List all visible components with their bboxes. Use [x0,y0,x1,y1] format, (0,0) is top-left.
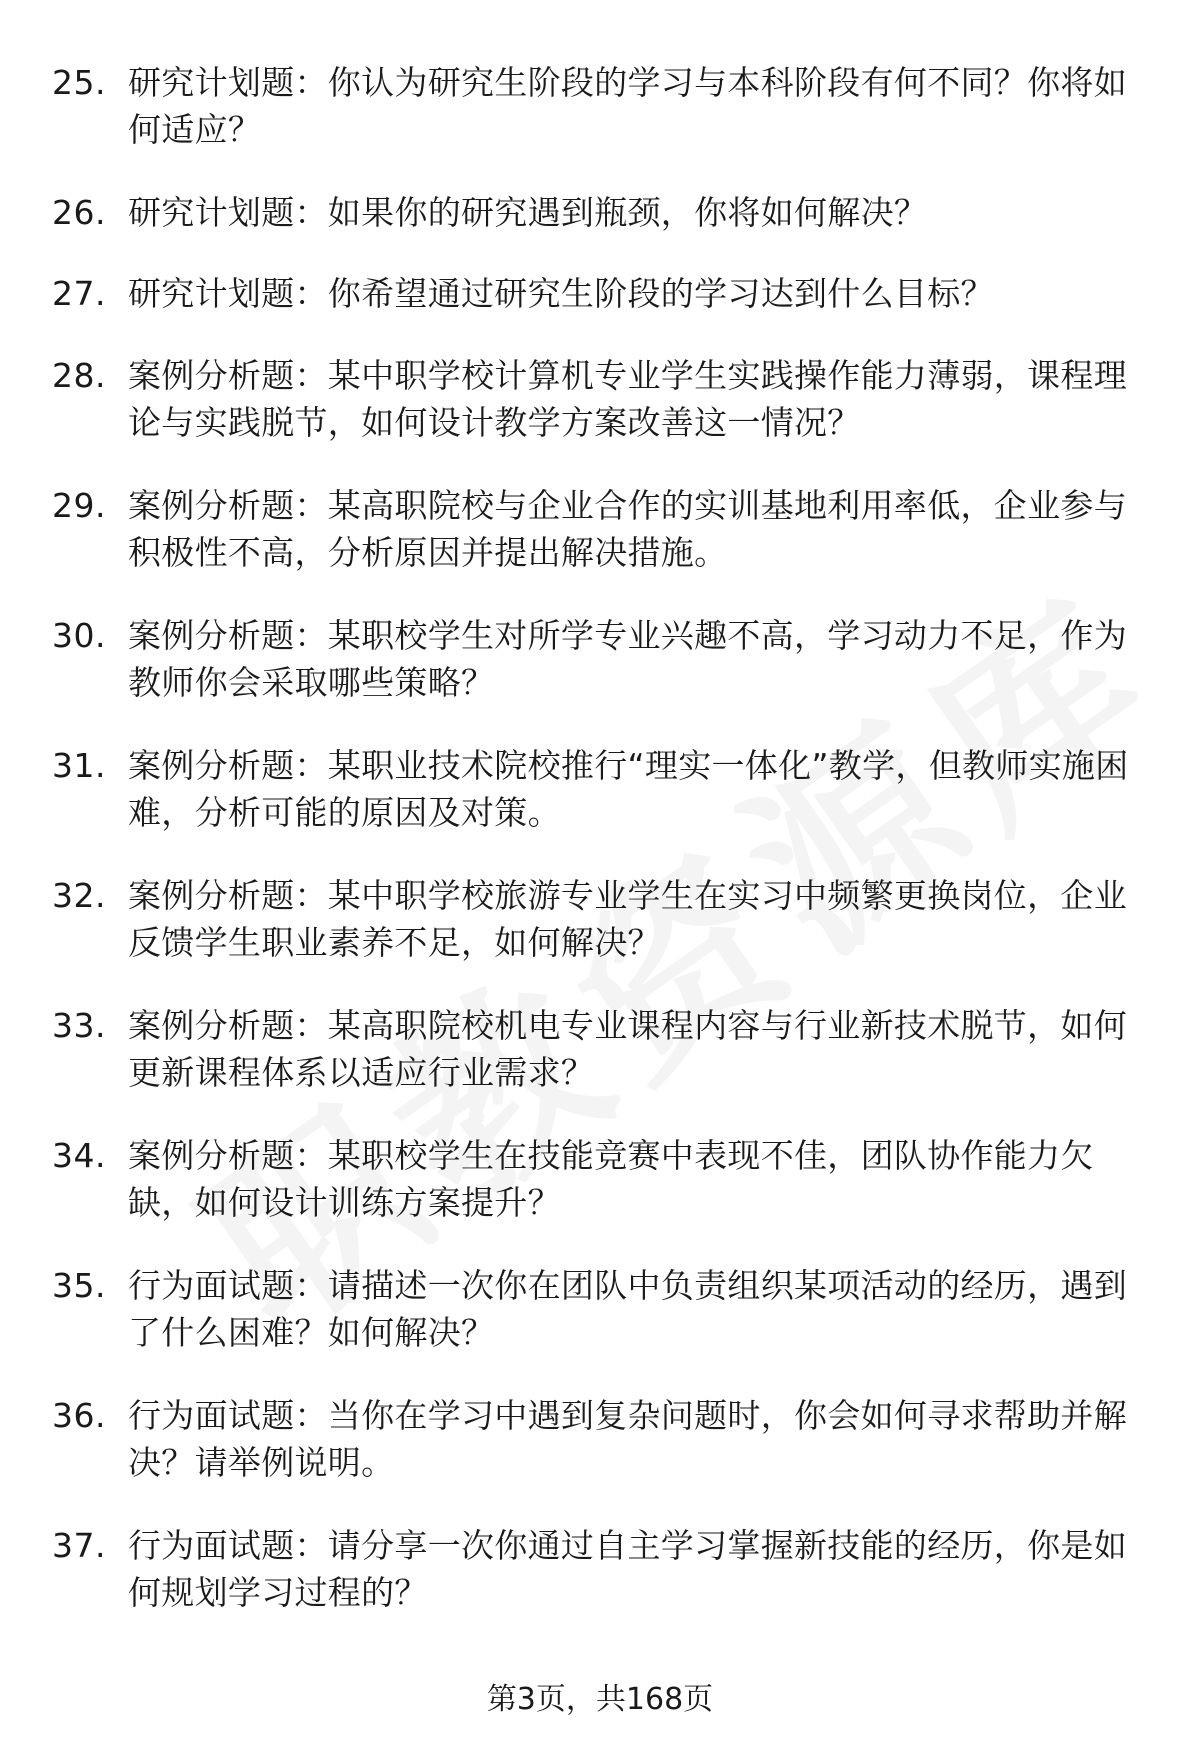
question-item [0,612,1200,742]
question-item [0,1262,1200,1392]
question-text: 研究计划题：你希望通过研究生阶段的学习达到什么目标？ [128,274,994,313]
question-text: 行为面试题：请描述一次你在团队中负责组织某项活动的经历，遇到了什么困难？如何解决？ [128,1266,1127,1352]
question-item [0,742,1200,872]
question-text: 案例分析题：某高职院校机电专业课程内容与行业新技术脱节，如何更新课程体系以适应行业需求？ [128,1006,1127,1092]
question-item [0,59,1200,189]
question-number: 37. [52,1526,106,1565]
question-number: 32. [52,876,106,915]
question-number: 35. [52,1266,106,1305]
page-footer: 第3页，共168页 [486,1682,714,1717]
question-number: 33. [52,1006,106,1045]
question-text: 案例分析题：某高职院校与企业合作的实训基地利用率低，企业参与积极性不高，分析原因并提出解决措施。 [128,486,1127,572]
question-number: 36. [52,1396,106,1435]
question-number: 29. [52,486,106,525]
question-item [0,482,1200,612]
question-text: 行为面试题：当你在学习中遇到复杂问题时，你会如何寻求帮助并解决？请举例说明。 [128,1396,1127,1482]
question-number: 34. [52,1136,106,1175]
question-text: 行为面试题：请分享一次你通过自主学习掌握新技能的经历，你是如何规划学习过程的？ [128,1526,1127,1612]
question-item [0,1002,1200,1132]
question-text: 案例分析题：某中职学校旅游专业学生在实习中频繁更换岗位，企业反馈学生职业素养不足，如何解决？ [128,876,1127,962]
question-text: 研究计划题：你认为研究生阶段的学习与本科阶段有何不同？你将如何适应？ [128,63,1127,149]
question-number: 27. [52,274,106,313]
question-item [0,1132,1200,1262]
question-text: 研究计划题：如果你的研究遇到瓶颈，你将如何解决？ [128,193,928,232]
question-text: 案例分析题：某中职学校计算机专业学生实践操作能力薄弱，课程理论与实践脱节，如何设计教学方案改善这一情况？ [128,356,1127,442]
question-item [0,872,1200,1002]
question-text: 案例分析题：某职业技术院校推行“理实一体化”教学，但教师实施困难，分析可能的原因及对策。 [128,746,1129,832]
question-number: 28. [52,356,106,395]
question-list [0,59,1200,1652]
question-item [0,270,1200,352]
question-number: 26. [52,193,106,232]
question-item [0,352,1200,482]
question-item [0,189,1200,270]
question-number: 30. [52,616,106,655]
question-number: 31. [52,746,106,785]
question-text: 案例分析题：某职校学生对所学专业兴趣不高，学习动力不足，作为教师你会采取哪些策略？ [128,616,1127,702]
question-item [0,1392,1200,1522]
question-text: 案例分析题：某职校学生在技能竞赛中表现不佳，团队协作能力欠缺，如何设计训练方案提升？ [128,1136,1094,1222]
question-number: 25. [52,63,106,102]
question-item [0,1522,1200,1652]
